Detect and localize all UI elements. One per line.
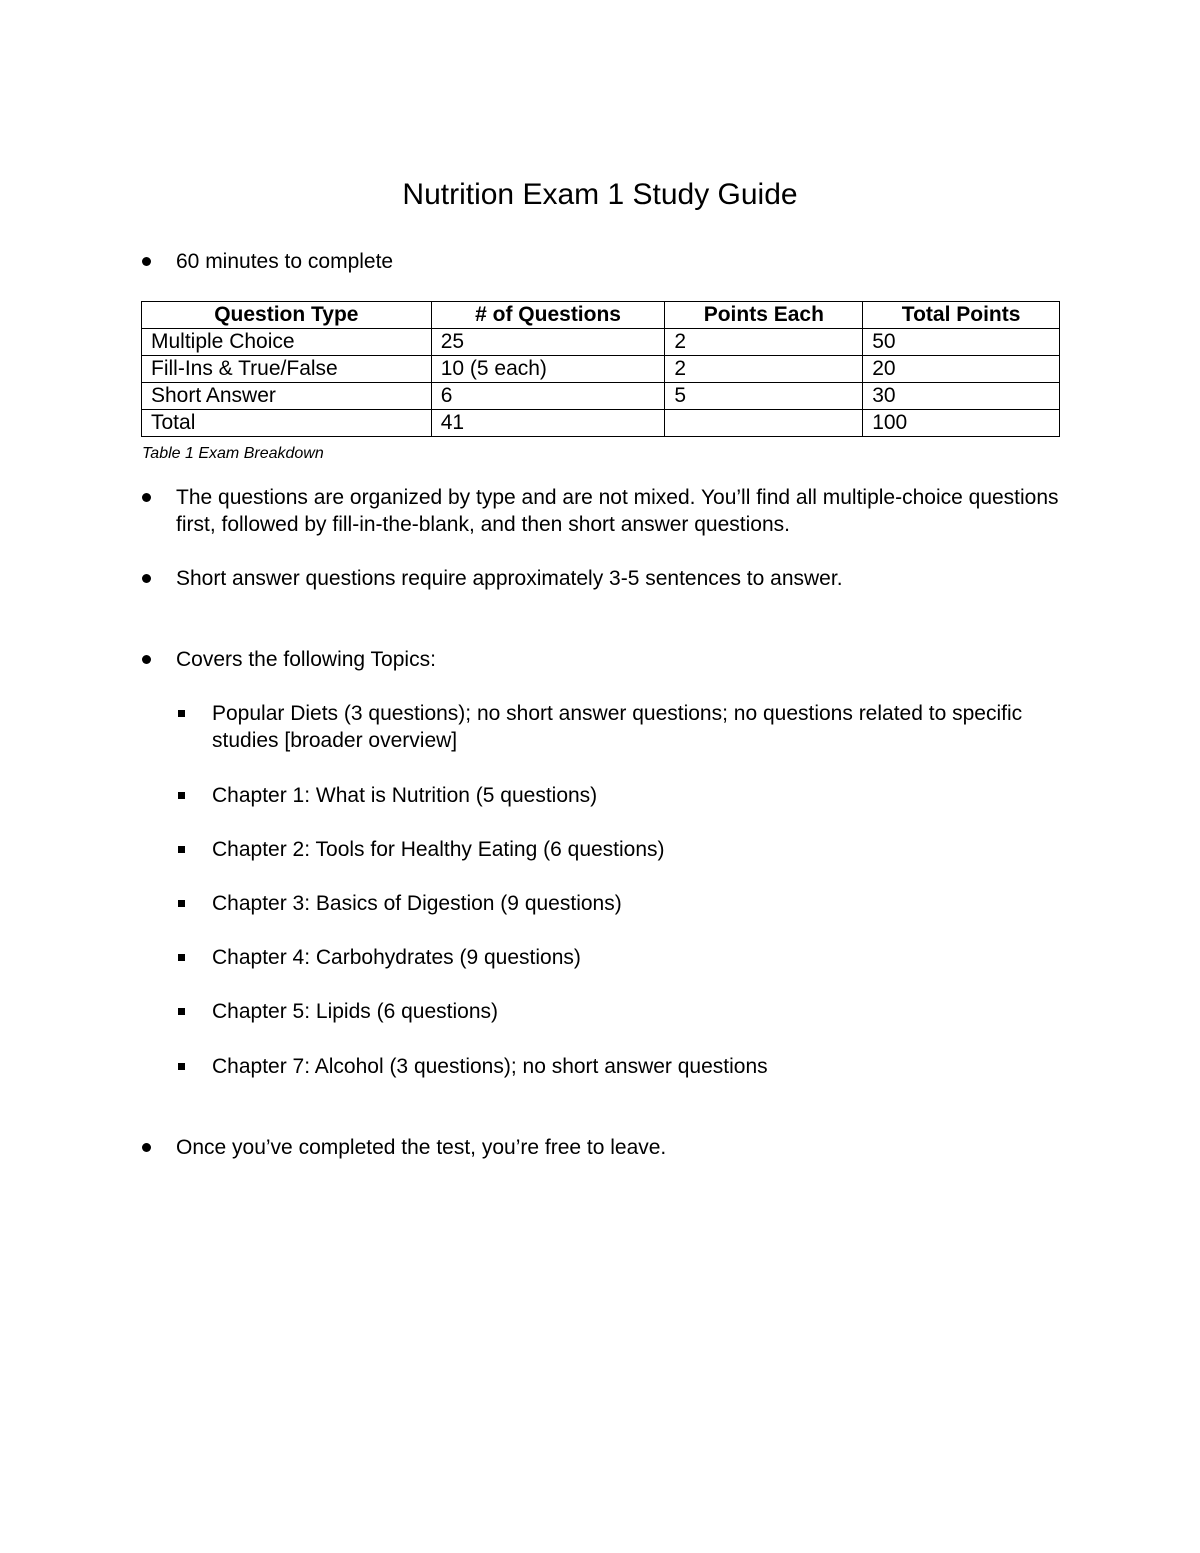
table-row <box>142 383 1060 410</box>
table-cell: Fill-Ins & True/False <box>142 356 432 383</box>
table-cell: 30 <box>863 383 1060 410</box>
table-cell: 41 <box>431 410 665 437</box>
table-header: Points Each <box>665 302 863 329</box>
table-cell: 2 <box>665 356 863 383</box>
bullet-time: 60 minutes to complete <box>176 250 394 273</box>
table-cell: Total <box>142 410 432 437</box>
bullet-topics-intro: Covers the following Topics: <box>176 648 436 671</box>
bullet-organization: The questions are organized by type and are not mixed. You’ll find all multiple-choice questions first, followed by fill-in-the-blank, and then short answer questions. <box>176 486 1059 536</box>
table-caption: Table 1 Exam Breakdown <box>142 445 324 462</box>
square-bullet-icon <box>178 1063 185 1070</box>
topic-item: Chapter 1: What is Nutrition (5 questions) <box>212 784 598 807</box>
table-cell: Multiple Choice <box>142 329 432 356</box>
topic-item: Chapter 4: Carbohydrates (9 questions) <box>212 946 581 969</box>
table-cell: 20 <box>863 356 1060 383</box>
square-bullet-icon <box>178 710 185 717</box>
square-bullet-icon <box>178 900 185 907</box>
square-bullet-icon <box>178 954 185 961</box>
bullet-short-answer: Short answer questions require approximately 3-5 sentences to answer. <box>176 567 843 590</box>
bullet-dot-icon <box>142 1143 151 1152</box>
bullet-dot-icon <box>142 493 151 502</box>
square-bullet-icon <box>178 792 185 799</box>
table-row <box>142 410 1060 437</box>
table-header: Total Points <box>863 302 1060 329</box>
square-bullet-icon <box>178 846 185 853</box>
table-cell: Short Answer <box>142 383 432 410</box>
topic-item: Chapter 2: Tools for Healthy Eating (6 questions) <box>212 838 665 861</box>
topic-item: Popular Diets (3 questions); no short answer questions; no questions related to specific studies [broader overview] <box>212 702 1023 752</box>
bullet-dot-icon <box>142 257 151 266</box>
table-header: # of Questions <box>431 302 665 329</box>
table-header-row <box>142 302 1060 329</box>
topic-item: Chapter 5: Lipids (6 questions) <box>212 1000 498 1023</box>
table-cell: 6 <box>431 383 665 410</box>
table-cell: 5 <box>665 383 863 410</box>
table-cell: 10 (5 each) <box>431 356 665 383</box>
bullet-dot-icon <box>142 655 151 664</box>
bullet-dot-icon <box>142 574 151 583</box>
square-bullet-icon <box>178 1008 185 1015</box>
table-row <box>142 356 1060 383</box>
topic-item: Chapter 7: Alcohol (3 questions); no short answer questions <box>212 1055 768 1078</box>
table-cell: 25 <box>431 329 665 356</box>
table-cell: 2 <box>665 329 863 356</box>
topic-item: Chapter 3: Basics of Digestion (9 questions) <box>212 892 622 915</box>
table-header: Question Type <box>142 302 432 329</box>
table-row <box>142 329 1060 356</box>
table-cell <box>665 410 863 437</box>
exam-breakdown-table <box>141 301 1060 437</box>
document-title: Nutrition Exam 1 Study Guide <box>402 178 798 211</box>
bullet-leave: Once you’ve completed the test, you’re free to leave. <box>176 1136 667 1159</box>
table-cell: 50 <box>863 329 1060 356</box>
table-cell: 100 <box>863 410 1060 437</box>
